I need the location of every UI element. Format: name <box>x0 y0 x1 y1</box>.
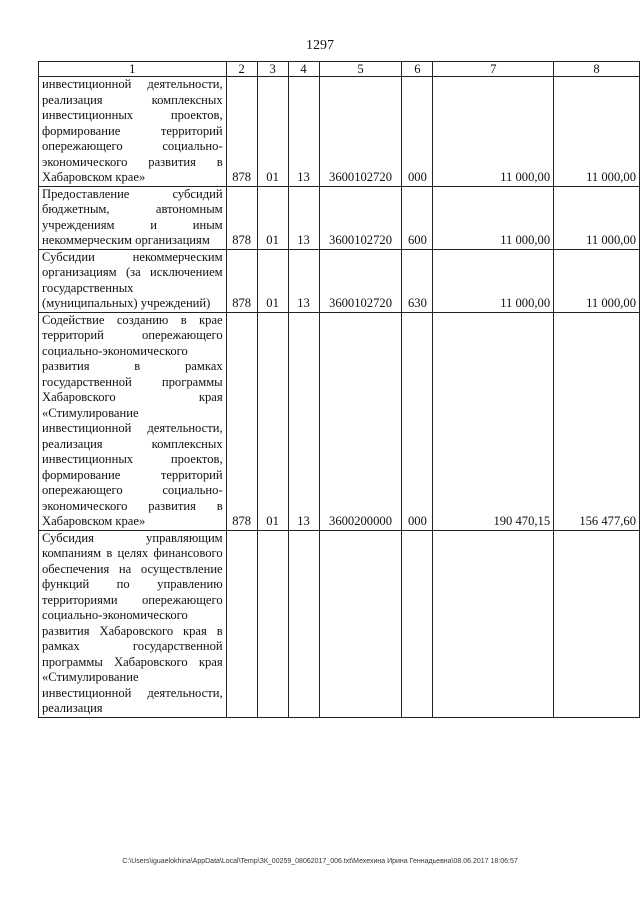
item-name: Содействие созданию в крае территорий опережающего социально-экономического развития в рамках государственной программы Хабаровского края «Стимулирование инвестиционной деятельности, реализация комплексных инвестиционных проектов, формирование территорий опережающего социально-экономического развития в Хабаровском крае» <box>39 312 227 530</box>
cell-subsection: 13 <box>288 77 319 187</box>
item-name: Предоставление субсидий бюджетным, автономным учреждениям и иным некоммерческим организациям <box>39 186 227 249</box>
cell-ministry: 878 <box>226 249 257 312</box>
cell-target-article: 3600102720 <box>319 77 402 187</box>
cell-expense-type: 600 <box>402 186 433 249</box>
column-header: 3 <box>257 62 288 77</box>
cell-target-article <box>319 530 402 717</box>
cell-ministry: 878 <box>226 186 257 249</box>
cell-ministry: 878 <box>226 312 257 530</box>
table-row <box>39 312 640 530</box>
cell-amount-2: 11 000,00 <box>554 249 640 312</box>
cell-target-article: 3600102720 <box>319 186 402 249</box>
cell-amount-2: 156 477,60 <box>554 312 640 530</box>
budget-table <box>38 61 640 718</box>
cell-amount-1: 11 000,00 <box>433 77 554 187</box>
cell-section: 01 <box>257 186 288 249</box>
column-header: 1 <box>39 62 227 77</box>
cell-expense-type: 000 <box>402 77 433 187</box>
table-row <box>39 530 640 717</box>
header-row <box>39 62 640 77</box>
column-header: 7 <box>433 62 554 77</box>
item-name: Субсидия управляющим компаниям в целях финансового обеспечения на осуществление функций по управлению территориями опережающего социально-экономического развития Хабаровского края в рамках государственной программы Хабаровского края «Стимулирование инвестиционной деятельности, реализация <box>39 530 227 717</box>
cell-amount-1 <box>433 530 554 717</box>
cell-section <box>257 530 288 717</box>
column-header: 8 <box>554 62 640 77</box>
column-header: 2 <box>226 62 257 77</box>
column-header: 6 <box>402 62 433 77</box>
cell-target-article: 3600102720 <box>319 249 402 312</box>
cell-section: 01 <box>257 249 288 312</box>
table-row <box>39 186 640 249</box>
cell-section: 01 <box>257 77 288 187</box>
cell-expense-type: 630 <box>402 249 433 312</box>
cell-amount-1: 11 000,00 <box>433 249 554 312</box>
cell-amount-1: 11 000,00 <box>433 186 554 249</box>
item-name: инвестиционной деятельности, реализация комплексных инвестиционных проектов, формирование территорий опережающего социально-экономического развития в Хабаровском крае» <box>39 77 227 187</box>
cell-section: 01 <box>257 312 288 530</box>
cell-amount-1: 190 470,15 <box>433 312 554 530</box>
table-row <box>39 77 640 187</box>
file-path-footer: C:\Users\iguaelokhina\AppData\Local\Temp\ЗК_00259_08062017_006.txt\Мехехина Ирина Геннадьевна\08.06.2017 18:06:57 <box>122 858 518 865</box>
cell-amount-2 <box>554 530 640 717</box>
cell-expense-type: 000 <box>402 312 433 530</box>
cell-subsection: 13 <box>288 186 319 249</box>
cell-expense-type <box>402 530 433 717</box>
table-row <box>39 249 640 312</box>
cell-ministry <box>226 530 257 717</box>
cell-subsection: 13 <box>288 312 319 530</box>
cell-subsection: 13 <box>288 249 319 312</box>
column-header: 5 <box>319 62 402 77</box>
column-header: 4 <box>288 62 319 77</box>
cell-amount-2: 11 000,00 <box>554 186 640 249</box>
item-name: Субсидии некоммерческим организациям (за исключением государственных (муниципальных) учреждений) <box>39 249 227 312</box>
cell-subsection <box>288 530 319 717</box>
cell-amount-2: 11 000,00 <box>554 77 640 187</box>
cell-ministry: 878 <box>226 77 257 187</box>
cell-target-article: 3600200000 <box>319 312 402 530</box>
page-number: 1297 <box>306 38 334 53</box>
